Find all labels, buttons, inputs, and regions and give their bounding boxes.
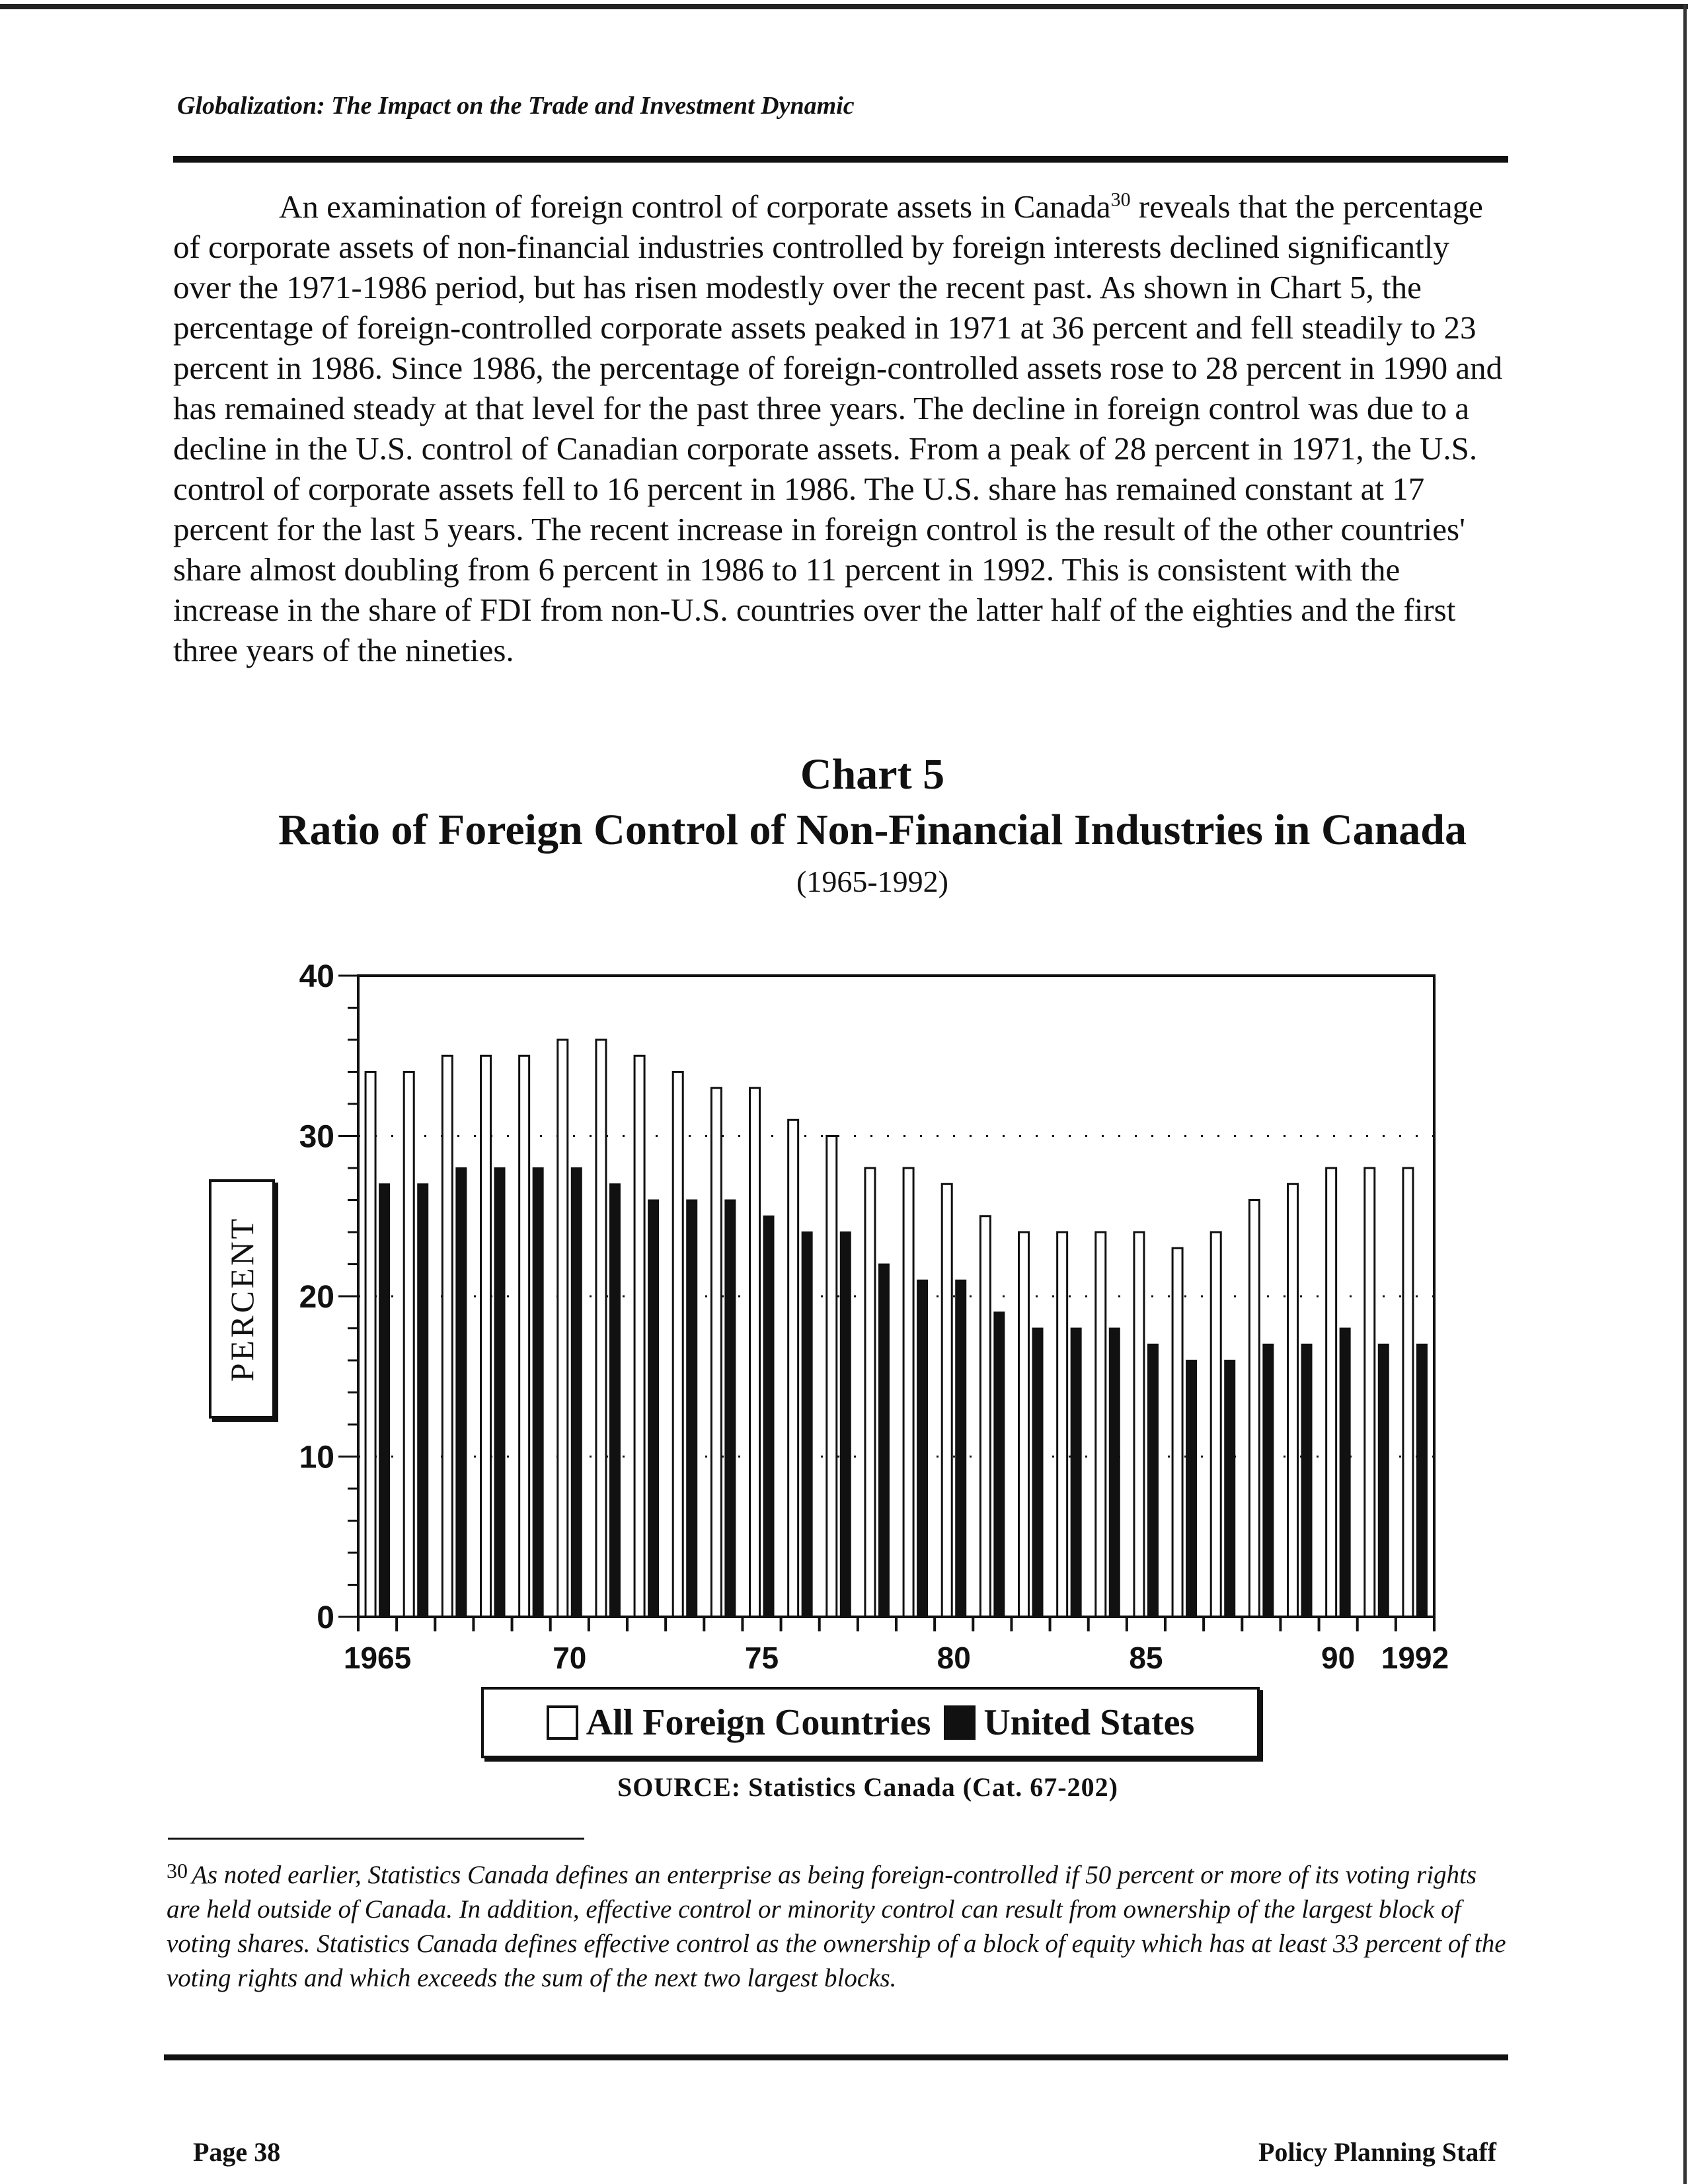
organization-name: Policy Planning Staff <box>1258 2137 1496 2167</box>
y-tick-label-0: 0 <box>317 1600 334 1635</box>
bar-united-states-1976 <box>802 1232 812 1617</box>
bar-all-foreign-1972 <box>634 1056 644 1617</box>
bar-all-foreign-1985 <box>1134 1232 1144 1617</box>
x-tick-label-75: 75 <box>744 1641 779 1675</box>
bar-all-foreign-1981 <box>980 1216 990 1617</box>
legend-label-united-states: United States <box>983 1702 1195 1743</box>
footnote-reference: 30 <box>1110 188 1131 211</box>
x-tick-label-90: 90 <box>1321 1641 1356 1675</box>
chart-source: SOURCE: Statistics Canada (Cat. 67-202) <box>617 1772 1118 1802</box>
bar-all-foreign-1983 <box>1057 1232 1067 1617</box>
bar-all-foreign-1992 <box>1403 1168 1413 1617</box>
chart-legend <box>481 1687 1260 1758</box>
bar-united-states-1974 <box>725 1200 735 1618</box>
y-tick-label-30: 30 <box>299 1119 334 1155</box>
bar-united-states-1972 <box>648 1200 658 1618</box>
bar-all-foreign-1975 <box>750 1088 760 1617</box>
page-number: Page 38 <box>193 2137 281 2167</box>
chart-subtitle: Ratio of Foreign Control of Non-Financial Industries in Canada <box>278 806 1467 854</box>
footnote-text: As noted earlier, Statistics Canada defines an enterprise as being foreign-controlled if 50 percent or more of its voting rights are held outside of Canada. In addition, effective control or minority control can result from ownership of the largest block of voting shares. Statistics Canada defines effective control as the ownership of a block of equity which has at least 33 percent of the voting rights and which exceeds the sum of the next two largest blocks. <box>167 1861 1506 1992</box>
bar-all-foreign-1970 <box>558 1040 568 1617</box>
bar-all-foreign-1977 <box>827 1136 837 1618</box>
bar-all-foreign-1990 <box>1326 1168 1336 1617</box>
bar-all-foreign-1974 <box>711 1088 721 1617</box>
bar-united-states-1989 <box>1302 1345 1312 1617</box>
chart-title: Chart 5 <box>800 750 945 799</box>
bar-all-foreign-1984 <box>1096 1232 1106 1617</box>
bar-united-states-1965 <box>379 1184 389 1617</box>
legend-item-united-states <box>944 1701 1194 1744</box>
x-tick-label-85: 85 <box>1129 1641 1163 1675</box>
bar-united-states-1990 <box>1340 1329 1350 1618</box>
bar-united-states-1981 <box>994 1312 1004 1617</box>
footer-rule <box>164 2054 1508 2060</box>
x-tick-label-1965: 1965 <box>343 1641 412 1675</box>
footnote <box>167 1853 1508 1996</box>
legend-item-all-foreign <box>547 1701 931 1744</box>
bar-all-foreign-1982 <box>1019 1232 1029 1617</box>
bar-united-states-1977 <box>841 1232 851 1617</box>
y-tick-label-20: 20 <box>299 1280 334 1315</box>
bar-all-foreign-1971 <box>596 1040 606 1617</box>
bar-all-foreign-1987 <box>1211 1232 1221 1617</box>
bar-united-states-1971 <box>610 1184 620 1617</box>
bar-united-states-1975 <box>764 1216 774 1617</box>
bar-united-states-1982 <box>1033 1329 1043 1618</box>
bar-united-states-1968 <box>495 1168 505 1617</box>
x-tick-label-1992: 1992 <box>1381 1641 1449 1675</box>
bar-all-foreign-1978 <box>865 1168 875 1617</box>
x-tick-label-80: 80 <box>937 1641 971 1675</box>
bar-all-foreign-1967 <box>442 1056 452 1617</box>
paragraph-start: An examination of foreign control of corporate assets in Canada <box>279 188 1111 225</box>
bar-united-states-1980 <box>956 1280 966 1617</box>
bar-united-states-1984 <box>1110 1329 1120 1618</box>
bar-united-states-1973 <box>687 1200 697 1618</box>
bar-all-foreign-1980 <box>942 1184 952 1617</box>
bar-united-states-1966 <box>418 1184 428 1617</box>
y-tick-label-40: 40 <box>299 959 334 994</box>
bar-united-states-1969 <box>533 1168 543 1617</box>
bar-united-states-1970 <box>572 1168 582 1617</box>
footnote-number: 30 <box>167 1859 188 1883</box>
y-tick-label-10: 10 <box>299 1440 334 1475</box>
bar-all-foreign-1969 <box>519 1056 529 1617</box>
bar-united-states-1992 <box>1417 1345 1427 1617</box>
legend-swatch-filled <box>944 1705 976 1740</box>
x-tick-label-70: 70 <box>553 1641 587 1675</box>
bar-united-states-1991 <box>1379 1345 1389 1617</box>
bar-all-foreign-1968 <box>481 1056 491 1617</box>
bar-all-foreign-1965 <box>365 1072 375 1618</box>
running-title: Globalization: The Impact on the Trade and Investment Dynamic <box>177 92 855 120</box>
bar-united-states-1967 <box>456 1168 466 1617</box>
bar-all-foreign-1986 <box>1172 1248 1182 1617</box>
bar-united-states-1987 <box>1225 1360 1235 1617</box>
bar-united-states-1985 <box>1148 1345 1158 1617</box>
bar-united-states-1979 <box>917 1280 927 1617</box>
footnote-rule <box>168 1838 584 1840</box>
bar-united-states-1986 <box>1186 1360 1196 1617</box>
bar-all-foreign-1973 <box>673 1072 683 1618</box>
bar-all-foreign-1991 <box>1365 1168 1375 1617</box>
bar-all-foreign-1979 <box>903 1168 913 1617</box>
bar-united-states-1988 <box>1263 1345 1273 1617</box>
bar-all-foreign-1988 <box>1249 1200 1259 1618</box>
bar-all-foreign-1976 <box>788 1120 798 1617</box>
bar-all-foreign-1989 <box>1288 1184 1298 1617</box>
legend-label-all-foreign: All Foreign Countries <box>586 1702 931 1743</box>
paragraph-rest: reveals that the percentage of corporate assets of non-financial industries controlled by foreign interests declined significantly over the 1971-1986 period, but has risen modestly over the recent past. As shown in Chart 5, the percentage of foreign-controlled corporate assets peaked in 1971 at 36 percent and fell steadily to 23 percent in 1986. Since 1986, the percentage of foreign-controlled assets rose to 28 percent in 1990 and has remained steady at that level for the past three years. The decline in foreign control was due to a decline in the U.S. control of Canadian corporate assets. From a peak of 28 percent in 1971, the U.S. control of corporate assets fell to 16 percent in 1986. The U.S. share has remained constant at 17 percent for the last 5 years. The recent increase in foreign control is the result of the other countries' share almost doubling from 6 percent in 1986 to 11 percent in 1992. This is consistent with the increase in the share of FDI from non-U.S. countries over the latter half of the eighties and the first three years of the nineties. <box>173 188 1503 668</box>
y-axis-label: PERCENT <box>223 1216 260 1382</box>
chart-date-range: (1965-1992) <box>796 865 948 898</box>
bar-all-foreign-1966 <box>404 1072 414 1618</box>
bar-united-states-1978 <box>879 1265 889 1618</box>
bar-united-states-1983 <box>1071 1329 1081 1618</box>
legend-swatch-open <box>547 1705 578 1740</box>
